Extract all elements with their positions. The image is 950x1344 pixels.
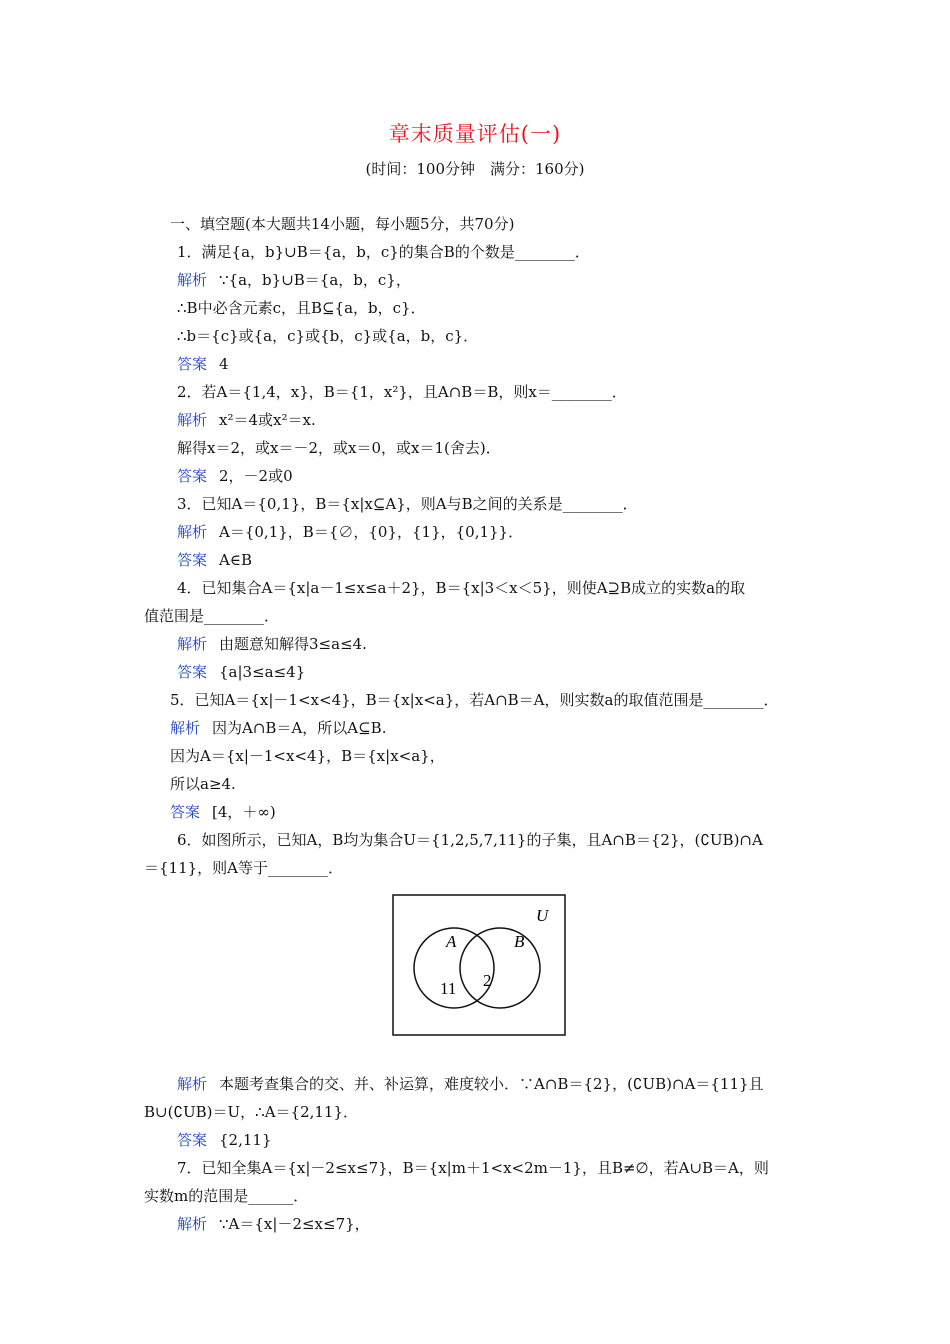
- q6-answer: 答案 {2,11}: [177, 1131, 272, 1149]
- q1-step: ∴b＝{c}或{a，c}或{b，c}或{a，b，c}．: [177, 327, 479, 345]
- q4-analysis: 解析 由题意知解得3≤a≤4.: [177, 635, 367, 653]
- question-6-cont: ＝{11}，则A等于________．: [144, 859, 344, 877]
- question-7: 7．已知全集A＝{x|－2≤x≤7}，B＝{x|m＋1<x<2m－1}，且B≠∅，若A∪B＝A，则: [177, 1159, 769, 1177]
- analysis-label: 解析: [177, 411, 208, 429]
- analysis-label: 解析: [170, 719, 201, 737]
- question-7-cont: 实数m的范围是______．: [144, 1187, 309, 1205]
- q2-analysis: 解析 x²＝4或x²＝x.: [177, 411, 316, 429]
- analysis-label: 解析: [177, 523, 208, 541]
- q7-analysis: 解析 ∵A＝{x|－2≤x≤7}，: [177, 1215, 370, 1233]
- analysis-label: 解析: [177, 271, 208, 289]
- q3-answer: 答案 A∈B: [177, 551, 252, 569]
- venn-diagram-figure: [144, 886, 808, 1046]
- question-4: 4．已知集合A＝{x|a－1≤x≤a＋2}，B＝{x|3＜x＜5}，则使A⊇B成立的实数a的取: [177, 579, 746, 597]
- question-3: 3．已知A＝{0,1}，B＝{x|x⊆A}，则A与B之间的关系是________．: [177, 495, 638, 513]
- q5-analysis: 解析 因为A∩B＝A，所以A⊆B.: [170, 719, 387, 737]
- question-5: 5．已知A＝{x|－1<x<4}，B＝{x|x<a}，若A∩B＝A，则实数a的取值范围是________．: [170, 691, 779, 709]
- intersection-element: 2: [483, 971, 492, 990]
- set-b-label: B: [514, 932, 525, 951]
- document-body: [144, 210, 808, 1238]
- answer-label: 答案: [177, 355, 208, 373]
- set-b-circle: [460, 928, 540, 1008]
- q5-step: 所以a≥4.: [170, 775, 236, 793]
- q6-step: B∪(∁UB)＝U，∴A＝{2,11}．: [144, 1103, 359, 1121]
- q1-step: ∴B中必含元素c，且B⊆{a，b，c}．: [177, 299, 426, 317]
- universal-set-label: U: [536, 906, 549, 925]
- a-only-element: 11: [440, 979, 457, 998]
- answer-label: 答案: [170, 803, 201, 821]
- q5-answer: 答案 [4，＋∞): [170, 803, 276, 821]
- page-title: 章末质量评估(一): [388, 122, 562, 146]
- q4-answer: 答案 {a|3≤a≤4}: [177, 663, 306, 681]
- q2-step: 解得x＝2，或x＝－2，或x＝0，或x＝1(舍去)．: [177, 439, 501, 457]
- analysis-label: 解析: [177, 635, 208, 653]
- section-header: 一、填空题(本大题共14小题，每小题5分，共70分): [170, 215, 515, 233]
- question-4-cont: 值范围是________．: [144, 607, 280, 625]
- q6-analysis: 解析 本题考查集合的交、并、补运算，难度较小．∵A∩B＝{2}，(∁UB)∩A＝{11}且: [177, 1075, 764, 1093]
- exam-time-score: (时间：100分钟 满分：160分): [365, 160, 585, 178]
- answer-label: 答案: [177, 663, 208, 681]
- answer-label: 答案: [177, 551, 208, 569]
- q5-step: 因为A＝{x|－1<x<4}，B＝{x|x<a}，: [170, 747, 445, 765]
- answer-label: 答案: [177, 467, 208, 485]
- analysis-label: 解析: [177, 1215, 208, 1233]
- q1-answer: 答案 4: [177, 355, 229, 373]
- q2-answer: 答案 2，－2或0: [177, 467, 293, 485]
- question-6: 6．如图所示，已知A，B均为集合U＝{1,2,5,7,11}的子集，且A∩B＝{2}，(∁UB)∩A: [177, 831, 763, 849]
- q3-analysis: 解析 A＝{0,1}，B＝{∅，{0}，{1}，{0,1}}．: [177, 523, 524, 541]
- venn-diagram: [392, 894, 566, 1036]
- set-a-label: A: [446, 932, 457, 951]
- question-2: 2．若A＝{1,4，x}，B＝{1，x²}，且A∩B＝B，则x＝________．: [177, 383, 627, 401]
- answer-label: 答案: [177, 1131, 208, 1149]
- analysis-label: 解析: [177, 1075, 208, 1093]
- q1-analysis: 解析 ∵{a，b}∪B＝{a，b，c}，: [177, 271, 411, 289]
- question-1: 1．满足{a，b}∪B＝{a，b，c}的集合B的个数是________．: [177, 243, 590, 261]
